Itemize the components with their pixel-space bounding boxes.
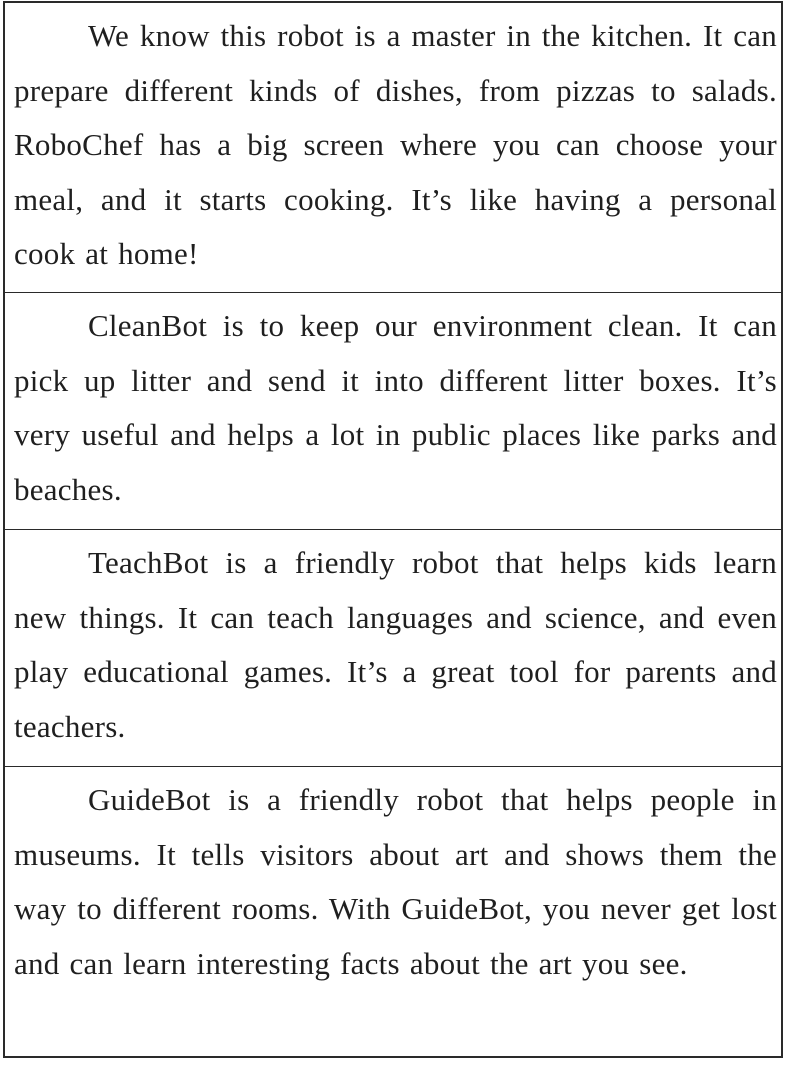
guidebot-paragraph: GuideBot is a friendly robot that helps people in museums. It tells visitors about art and shows them the way to different rooms. With GuideBot, you never get lost and can learn interesting facts about the art you see. xyxy=(14,782,777,981)
teachbot-cell xyxy=(5,530,781,767)
teachbot-paragraph: TeachBot is a friendly robot that helps kids learn new things. It can teach languages and science, and even play educational games. It’s a great tool for parents and teachers. xyxy=(14,545,777,744)
cleanbot-cell xyxy=(5,293,781,530)
robochef-cell xyxy=(5,3,781,293)
robot-descriptions-table xyxy=(3,1,783,1058)
guidebot-cell xyxy=(5,767,781,1056)
cleanbot-paragraph: CleanBot is to keep our environment clean. It can pick up litter and send it into different litter boxes. It’s very useful and helps a lot in public places like parks and beaches. xyxy=(14,308,777,507)
robochef-paragraph: We know this robot is a master in the kitchen. It can prepare different kinds of dishes, from pizzas to salads. RoboChef has a big screen where you can choose your meal, and it starts cooking. It’s like having a personal cook at home! xyxy=(14,18,777,271)
